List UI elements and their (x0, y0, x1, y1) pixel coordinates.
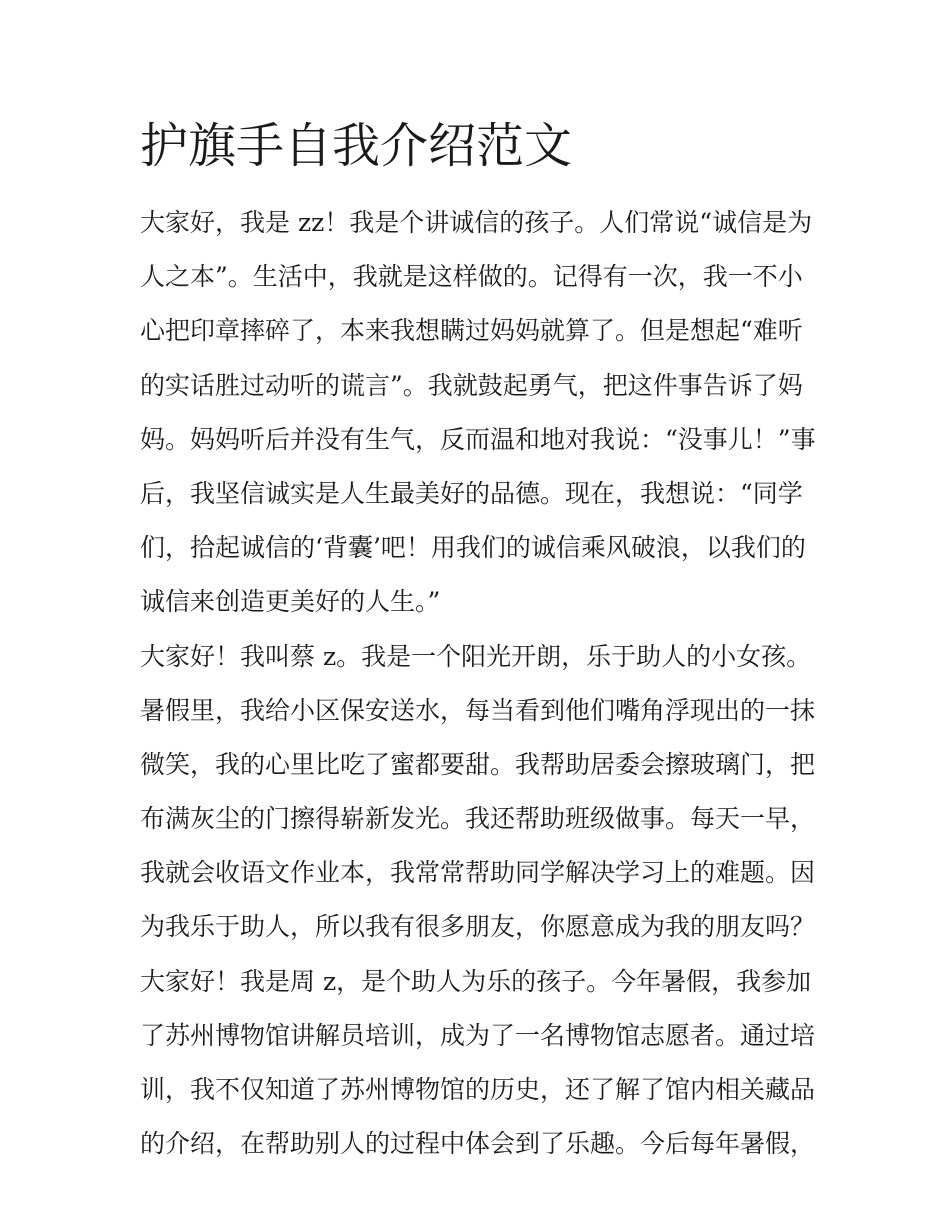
text-line: 大家好，我是 zz！我是个讲诚信的孩子。人们常说“诚信是为 (140, 208, 813, 237)
text-line: 们，拾起诚信的‘背囊’吧！用我们的诚信乘风破浪，以我们的 (140, 533, 806, 563)
text-line: 后，我坚信诚实是人生最美好的品德。现在，我想说：“同学 (140, 478, 803, 508)
text-line: 的实话胜过动听的谎言”。我就鼓起勇气，把这件事告诉了妈 (140, 370, 803, 400)
text-line: 人之本”。生活中，我就是这样做的。记得有一次，我一不小 (140, 262, 803, 292)
text-line: 微笑，我的心里比吃了蜜都要甜。我帮助居委会擦玻璃门，把 (140, 749, 816, 779)
text-line: 我就会收语文作业本，我常常帮助同学解决学习上的难题。因 (140, 858, 816, 888)
document-body (140, 196, 820, 1171)
text-line: 的介绍，在帮助别人的过程中体会到了乐趣。今后每年暑假， (140, 1129, 816, 1159)
document-title: 护旗手自我介绍范文 (140, 118, 573, 174)
text-line: 了苏州博物馆讲解员培训，成为了一名博物馆志愿者。通过培 (140, 1020, 816, 1050)
text-line: 诚信来创造更美好的人生。” (140, 587, 441, 617)
text-line: 暑假里，我给小区保安送水，每当看到他们嘴角浮现出的一抹 (140, 695, 816, 725)
text-line: 大家好！我叫蔡 z。我是一个阳光开朗，乐于助人的小女孩。 (140, 641, 812, 671)
text-line: 大家好！我是周 z，是个助人为乐的孩子。今年暑假，我参加 (140, 966, 812, 996)
text-line: 妈。妈妈听后并没有生气，反而温和地对我说：“没事儿！”事 (140, 424, 816, 454)
text-line: 心把印章摔碎了，本来我想瞒过妈妈就算了。但是想起“难听 (140, 316, 803, 346)
text-line: 布满灰尘的门擦得崭新发光。我还帮助班级做事。每天一早， (140, 804, 816, 834)
text-line: 训，我不仅知道了苏州博物馆的历史，还了解了馆内相关藏品 (140, 1075, 816, 1104)
text-line: 为我乐于助人，所以我有很多朋友，你愿意成为我的朋友吗？ (140, 912, 816, 942)
